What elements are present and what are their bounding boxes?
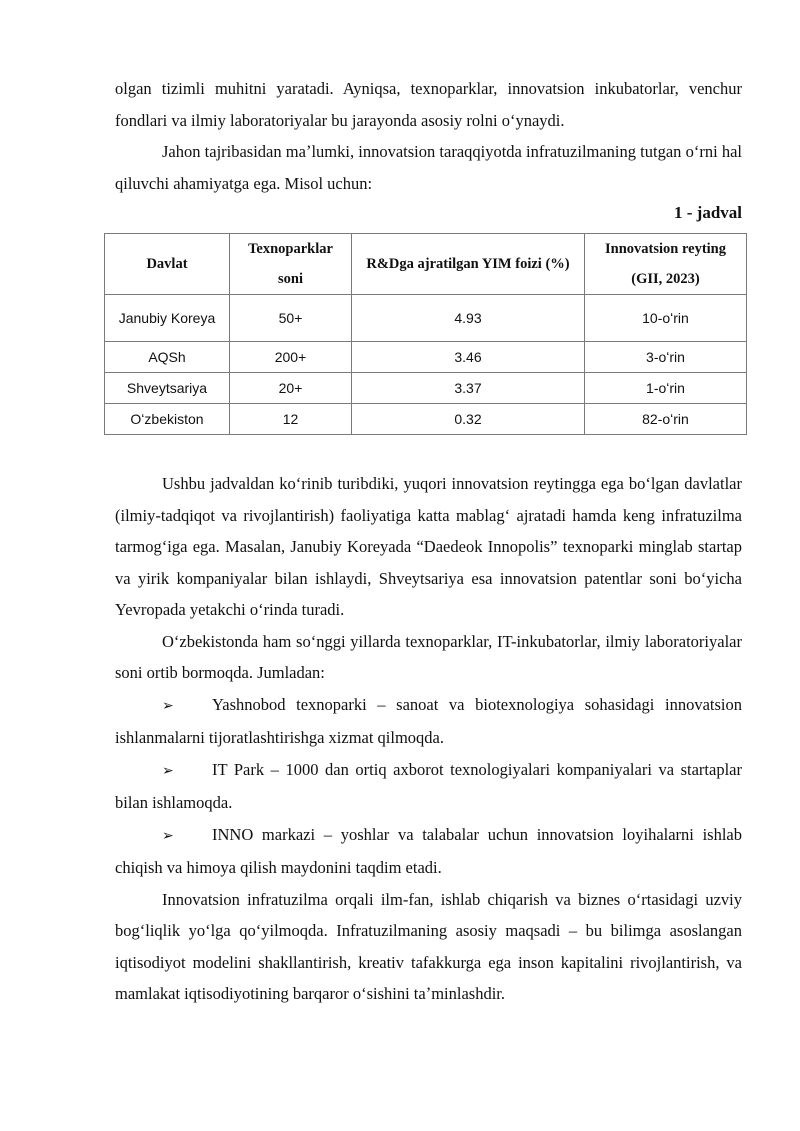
paragraph-table-analysis: Ushbu jadvaldan koʻrinib turibdiki, yuqori innovatsion reytingga ega boʻlgan davlatlar (ilmiy-tadqiqot va rivojlantirish) faoliyatiga katta mablagʻ ajratadi hamda keng infratuzilma tarmogʻiga ega. Masalan, Janubiy Koreyada “Daedeok Innopolis” texnoparki minglab startap va yirik kompaniyalar bilan ishlaydi, Shveytsariya esa innovatsion patentlar soni boʻyicha Yevropada yetakchi oʻrinda turadi.: [115, 474, 742, 619]
cell-rank: 10-oʻrin: [585, 295, 747, 342]
bullet-text: INNO markazi – yoshlar va talabalar uchun innovatsion loyihalarni ishlab chiqish va himoya qilish maydonini taqdim etadi.: [115, 824, 742, 877]
cell-rnd-gdp: 4.93: [352, 295, 585, 342]
table-row: [105, 404, 747, 435]
paragraph-uzbekistan: Oʻzbekistonda ham soʻnggi yillarda texnoparklar, IT-inkubatorlar, ilmiy laboratoriyalar soni ortib bormoqda. Jumladan:: [115, 631, 742, 682]
header-country: Davlat: [105, 234, 230, 295]
header-technoparks: Texnoparklar soni: [230, 234, 352, 295]
cell-country: Janubiy Koreya: [105, 295, 230, 342]
bullet-item: [115, 819, 742, 884]
table-row: [105, 295, 747, 342]
table-header-row: [105, 234, 747, 295]
cell-rank: 82-oʻrin: [585, 404, 747, 435]
cell-technoparks: 200+: [230, 342, 352, 373]
page-content: [115, 73, 742, 1010]
bullet-item: [115, 689, 742, 754]
bullet-item: [115, 754, 742, 819]
cell-technoparks: 12: [230, 404, 352, 435]
cell-country: Shveytsariya: [105, 373, 230, 404]
cell-rnd-gdp: 3.37: [352, 373, 585, 404]
cell-country: Oʻzbekiston: [105, 404, 230, 435]
bullet-text: Yashnobod texnoparki – sanoat va biotexnologiya sohasidagi innovatsion ishlanmalarni tijoratlashtirishga xizmat qilmoqda.: [115, 694, 742, 747]
paragraph-conclusion: Innovatsion infratuzilma orqali ilm-fan, ishlab chiqarish va biznes oʻrtasidagi uzviy bogʻliqlik yoʻlga qoʻyilmoqda. Infratuzilmaning asosiy maqsadi – bu bilimga asoslangan iqtisodiyot modelini shakllantirish, kreativ tafakkurga ega inson kapitalini rivojlantirish, va mamlakat iqtisodiyotining barqaror oʻsishini taʼminlashdir.: [115, 889, 742, 1003]
paragraph-intro-example: Jahon tajribasidan maʼlumki, innovatsion taraqqiyotda infratuzilmaning tutgan oʻrni hal qiluvchi ahamiyatga ega. Misol uchun:: [115, 142, 742, 193]
cell-rank: 1-oʻrin: [585, 373, 747, 404]
comparison-table: [104, 233, 747, 435]
header-rnd-gdp: R&Dga ajratilgan YIM foizi (%): [352, 234, 585, 295]
cell-technoparks: 50+: [230, 295, 352, 342]
cell-rnd-gdp: 3.46: [352, 342, 585, 373]
table-row: [105, 342, 747, 373]
header-innovation-rank: Innovatsion reyting (GII, 2023): [585, 234, 747, 295]
cell-rnd-gdp: 0.32: [352, 404, 585, 435]
cell-country: AQSh: [105, 342, 230, 373]
table-row: [105, 373, 747, 404]
table-caption: 1 - jadval: [674, 203, 742, 222]
bullet-text: IT Park – 1000 dan ortiq axborot texnologiyalari kompaniyalari va startaplar bilan ishlamoqda.: [115, 759, 742, 812]
cell-rank: 3-oʻrin: [585, 342, 747, 373]
arrow-bullet-icon: ➢: [162, 697, 174, 714]
arrow-bullet-icon: ➢: [162, 762, 174, 779]
cell-technoparks: 20+: [230, 373, 352, 404]
paragraph-continuation: olgan tizimli muhitni yaratadi. Ayniqsa, texnoparklar, innovatsion inkubatorlar, venchur fondlari va ilmiy laboratoriyalar bu jarayonda asosiy rolni oʻynaydi.: [115, 79, 742, 130]
arrow-bullet-icon: ➢: [162, 827, 174, 844]
